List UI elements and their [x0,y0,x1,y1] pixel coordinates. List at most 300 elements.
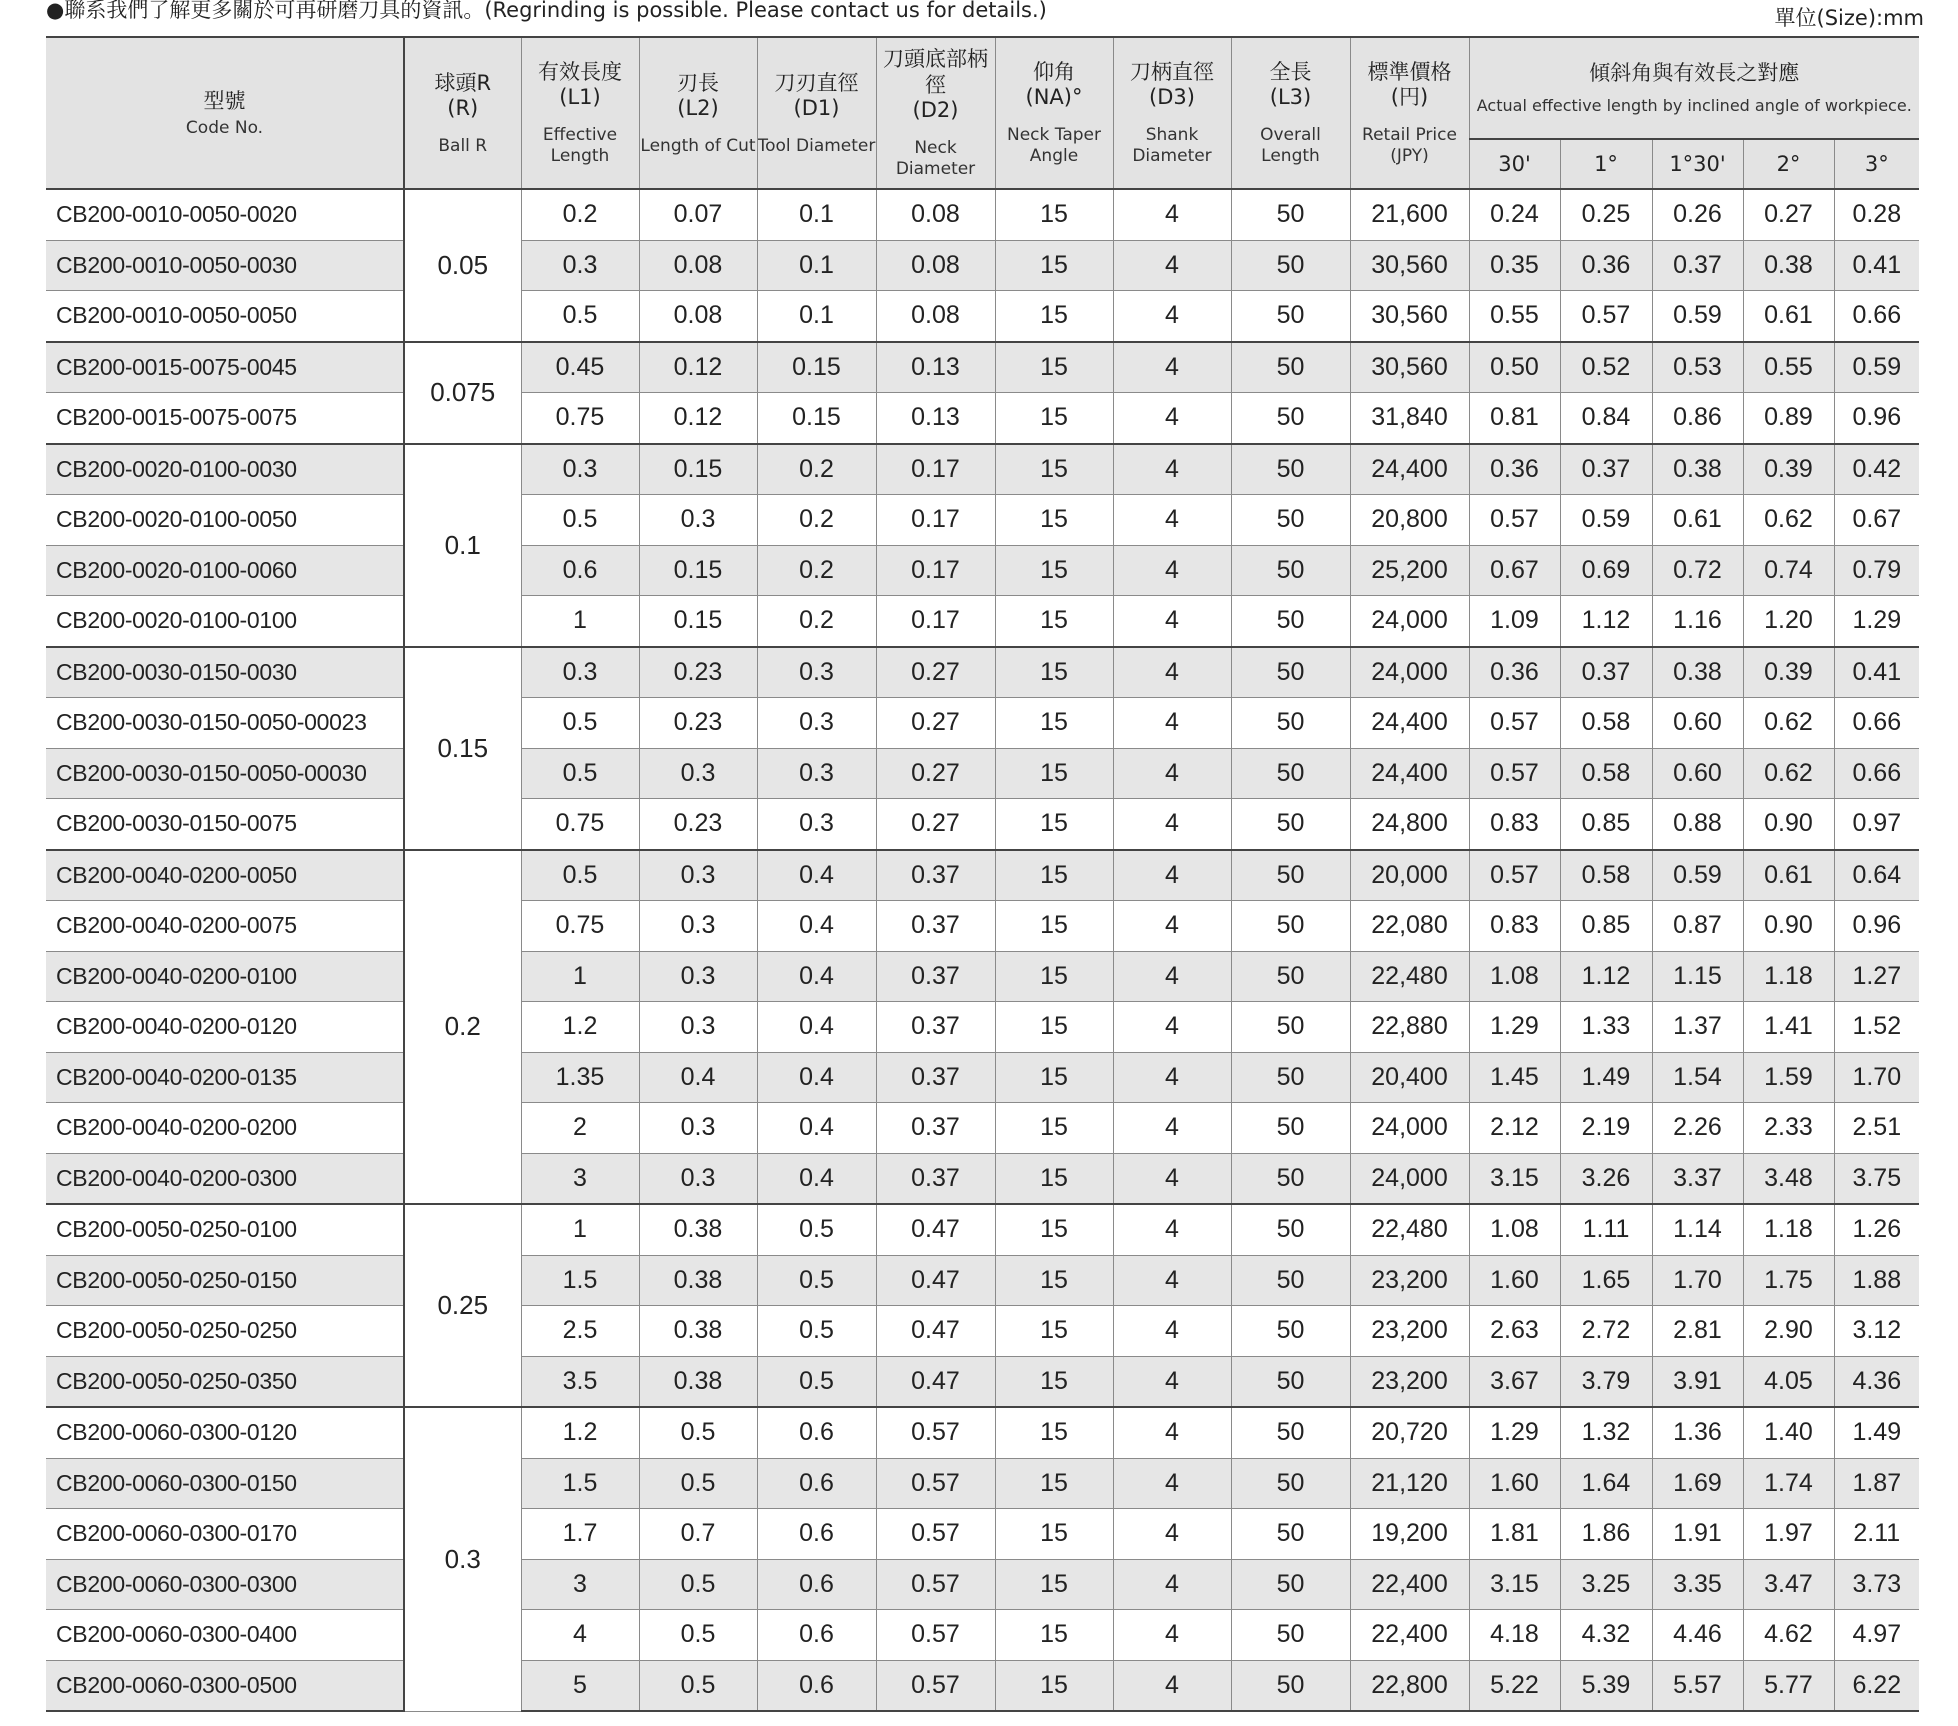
inclined-length-cell: 3.37 [1652,1153,1743,1204]
length-of-cut-cell: 0.38 [639,1356,757,1407]
inclined-length-cell: 0.53 [1652,342,1743,393]
col-header-en: Ball R [438,135,488,156]
inclined-length-cell: 0.36 [1560,240,1652,291]
inclined-length-cell: 0.37 [1560,444,1652,495]
overall-length-cell: 50 [1231,1153,1350,1204]
code-cell: CB200-0060-0300-0170 [46,1509,404,1560]
inclined-length-cell: 0.58 [1560,698,1652,749]
retail-price-cell: 24,400 [1350,748,1469,799]
inclined-length-cell: 0.57 [1469,850,1560,901]
shank-diameter-cell: 4 [1113,1204,1231,1255]
col-header-angle-1deg: 1° [1560,139,1652,189]
neck-diameter-cell: 0.57 [876,1610,995,1661]
col-header-zh: 刀刃直徑 [774,70,859,95]
table-row [46,1356,1919,1407]
inclined-length-cell: 1.29 [1834,596,1919,647]
inclined-length-cell: 0.36 [1469,444,1560,495]
shank-diameter-cell: 4 [1113,1559,1231,1610]
inclined-length-cell: 1.16 [1652,596,1743,647]
neck-diameter-cell: 0.13 [876,342,995,393]
inclined-length-cell: 5.57 [1652,1660,1743,1711]
neck-diameter-cell: 0.27 [876,647,995,698]
code-cell: CB200-0040-0200-0135 [46,1052,404,1103]
ball-r-cell: 0.15 [404,647,521,850]
header-row-top [46,37,1919,139]
tool-diameter-cell: 0.3 [757,698,876,749]
shank-diameter-cell: 4 [1113,1103,1231,1154]
retail-price-cell: 22,800 [1350,1660,1469,1711]
overall-length-cell: 50 [1231,189,1350,240]
table-row [46,1458,1919,1509]
tool-diameter-cell: 0.2 [757,495,876,546]
code-cell: CB200-0060-0300-0120 [46,1407,404,1458]
neck-diameter-cell: 0.27 [876,748,995,799]
effective-length-cell: 0.45 [521,342,639,393]
col-header-zh: 標準價格 [1367,60,1452,84]
ball-r-cell: 0.075 [404,342,521,444]
inclined-length-cell: 1.49 [1834,1407,1919,1458]
inclined-length-cell: 4.05 [1743,1356,1834,1407]
col-header-sub: (L3) [1269,85,1312,109]
inclined-length-cell: 1.74 [1743,1458,1834,1509]
inclined-length-cell: 3.91 [1652,1356,1743,1407]
overall-length-cell: 50 [1231,444,1350,495]
inclined-length-cell: 1.49 [1560,1052,1652,1103]
neck-taper-angle-cell: 15 [995,850,1113,901]
effective-length-cell: 0.5 [521,495,639,546]
inclined-length-cell: 0.57 [1469,495,1560,546]
inclined-length-cell: 0.83 [1469,901,1560,952]
neck-taper-angle-cell: 15 [995,1559,1113,1610]
table-row [46,647,1919,698]
inclined-length-cell: 3.79 [1560,1356,1652,1407]
tool-diameter-cell: 0.4 [757,1002,876,1053]
retail-price-cell: 22,400 [1350,1610,1469,1661]
length-of-cut-cell: 0.08 [639,291,757,342]
overall-length-cell: 50 [1231,240,1350,291]
col-header-shank-diameter [1113,37,1231,189]
length-of-cut-cell: 0.15 [639,545,757,596]
retail-price-cell: 23,200 [1350,1306,1469,1357]
code-cell: CB200-0010-0050-0050 [46,291,404,342]
inclined-length-cell: 0.85 [1560,799,1652,850]
inclined-length-cell: 1.52 [1834,1002,1919,1053]
table-row [46,1306,1919,1357]
length-of-cut-cell: 0.3 [639,1002,757,1053]
shank-diameter-cell: 4 [1113,1306,1231,1357]
inclined-length-cell: 1.59 [1743,1052,1834,1103]
inclined-length-cell: 2.90 [1743,1306,1834,1357]
effective-length-cell: 1 [521,596,639,647]
effective-length-cell: 5 [521,1660,639,1711]
code-cell: CB200-0040-0200-0075 [46,901,404,952]
table-row [46,444,1919,495]
neck-diameter-cell: 0.47 [876,1204,995,1255]
inclined-length-cell: 0.28 [1834,189,1919,240]
neck-taper-angle-cell: 15 [995,1204,1113,1255]
inclined-length-cell: 0.88 [1652,799,1743,850]
neck-taper-angle-cell: 15 [995,495,1113,546]
table-row [46,1660,1919,1711]
overall-length-cell: 50 [1231,545,1350,596]
neck-diameter-cell: 0.57 [876,1559,995,1610]
tool-diameter-cell: 0.6 [757,1610,876,1661]
inclined-length-cell: 1.20 [1743,596,1834,647]
overall-length-cell: 50 [1231,1306,1350,1357]
inclined-length-cell: 1.88 [1834,1255,1919,1306]
inclined-length-cell: 1.32 [1560,1407,1652,1458]
neck-taper-angle-cell: 15 [995,1153,1113,1204]
retail-price-cell: 20,000 [1350,850,1469,901]
inclined-length-cell: 0.35 [1469,240,1560,291]
inclined-length-cell: 0.57 [1560,291,1652,342]
table-row [46,1153,1919,1204]
inclined-length-cell: 1.12 [1560,951,1652,1002]
col-header-zh: 刀柄直徑 [1130,60,1214,84]
length-of-cut-cell: 0.4 [639,1052,757,1103]
inclined-length-cell: 0.66 [1834,748,1919,799]
overall-length-cell: 50 [1231,291,1350,342]
table-row [46,1509,1919,1560]
neck-taper-angle-cell: 15 [995,393,1113,444]
table-row [46,291,1919,342]
unit-label: 單位(Size):mm [1774,6,1924,30]
inclined-length-cell: 4.62 [1743,1610,1834,1661]
inclined-length-cell: 2.11 [1834,1509,1919,1560]
neck-diameter-cell: 0.17 [876,495,995,546]
inclined-length-cell: 2.26 [1652,1103,1743,1154]
table-row [46,748,1919,799]
overall-length-cell: 50 [1231,850,1350,901]
col-header-code-en: Code No. [185,117,264,138]
col-header-ball-r [404,37,521,189]
tool-diameter-cell: 0.5 [757,1204,876,1255]
neck-diameter-cell: 0.37 [876,850,995,901]
code-cell: CB200-0010-0050-0030 [46,240,404,291]
inclined-length-cell: 0.86 [1652,393,1743,444]
tool-diameter-cell: 0.1 [757,189,876,240]
code-cell: CB200-0040-0200-0120 [46,1002,404,1053]
length-of-cut-cell: 0.38 [639,1306,757,1357]
length-of-cut-cell: 0.3 [639,951,757,1002]
neck-diameter-cell: 0.57 [876,1509,995,1560]
table-row [46,1559,1919,1610]
neck-diameter-cell: 0.13 [876,393,995,444]
overall-length-cell: 50 [1231,1660,1350,1711]
shank-diameter-cell: 4 [1113,850,1231,901]
neck-diameter-cell: 0.27 [876,698,995,749]
table-row [46,1407,1919,1458]
col-header-en: Tool Diameter [757,135,876,156]
code-cell: CB200-0060-0300-0500 [46,1660,404,1711]
inclined-length-cell: 0.85 [1560,901,1652,952]
inclined-length-cell: 1.08 [1469,951,1560,1002]
tool-diameter-cell: 0.15 [757,342,876,393]
neck-taper-angle-cell: 15 [995,951,1113,1002]
neck-diameter-cell: 0.47 [876,1356,995,1407]
effective-length-cell: 0.2 [521,189,639,240]
col-header-overall-length [1231,37,1350,189]
retail-price-cell: 20,720 [1350,1407,1469,1458]
retail-price-cell: 24,000 [1350,596,1469,647]
table-row [46,189,1919,240]
neck-diameter-cell: 0.17 [876,596,995,647]
length-of-cut-cell: 0.3 [639,1103,757,1154]
length-of-cut-cell: 0.15 [639,596,757,647]
effective-length-cell: 0.3 [521,240,639,291]
table-row [46,850,1919,901]
inclined-length-cell: 0.66 [1834,698,1919,749]
inclined-length-cell: 0.97 [1834,799,1919,850]
shank-diameter-cell: 4 [1113,901,1231,952]
length-of-cut-cell: 0.23 [639,647,757,698]
inclined-length-cell: 0.59 [1834,342,1919,393]
code-cell: CB200-0060-0300-0400 [46,1610,404,1661]
inclined-length-cell: 1.15 [1652,951,1743,1002]
table-row [46,698,1919,749]
effective-length-cell: 1.5 [521,1255,639,1306]
tool-diameter-cell: 0.6 [757,1660,876,1711]
inclined-length-cell: 0.57 [1469,748,1560,799]
shank-diameter-cell: 4 [1113,698,1231,749]
tool-diameter-cell: 0.3 [757,748,876,799]
length-of-cut-cell: 0.7 [639,1509,757,1560]
neck-taper-angle-cell: 15 [995,647,1113,698]
inclined-length-cell: 1.27 [1834,951,1919,1002]
neck-taper-angle-cell: 15 [995,189,1113,240]
inclined-length-cell: 0.69 [1560,545,1652,596]
table-row [46,240,1919,291]
retail-price-cell: 22,480 [1350,1204,1469,1255]
effective-length-cell: 0.75 [521,799,639,850]
tool-diameter-cell: 0.1 [757,240,876,291]
retail-price-cell: 24,000 [1350,1153,1469,1204]
inclined-length-cell: 4.46 [1652,1610,1743,1661]
retail-price-cell: 30,560 [1350,240,1469,291]
code-cell: CB200-0040-0200-0050 [46,850,404,901]
ball-r-cell: 0.05 [404,189,521,342]
shank-diameter-cell: 4 [1113,1356,1231,1407]
inclined-length-cell: 1.29 [1469,1407,1560,1458]
neck-taper-angle-cell: 15 [995,291,1113,342]
inclined-length-cell: 0.55 [1469,291,1560,342]
inclined-length-cell: 1.09 [1469,596,1560,647]
neck-diameter-cell: 0.37 [876,951,995,1002]
ball-r-cell: 0.3 [404,1407,521,1711]
length-of-cut-cell: 0.3 [639,748,757,799]
table-row [46,1052,1919,1103]
shank-diameter-cell: 4 [1113,951,1231,1002]
inclined-length-cell: 1.12 [1560,596,1652,647]
inclined-length-cell: 0.60 [1652,698,1743,749]
tool-diameter-cell: 0.2 [757,444,876,495]
inclined-length-cell: 1.64 [1560,1458,1652,1509]
tool-diameter-cell: 0.4 [757,850,876,901]
table-row [46,951,1919,1002]
inclined-length-cell: 0.27 [1743,189,1834,240]
neck-taper-angle-cell: 15 [995,342,1113,393]
effective-length-cell: 0.5 [521,698,639,749]
inclined-length-cell: 0.59 [1652,291,1743,342]
table-row [46,1204,1919,1255]
inclined-length-cell: 0.62 [1743,698,1834,749]
retail-price-cell: 24,400 [1350,444,1469,495]
inclined-length-cell: 4.36 [1834,1356,1919,1407]
inclined-length-cell: 3.75 [1834,1153,1919,1204]
overall-length-cell: 50 [1231,596,1350,647]
inclined-length-cell: 0.74 [1743,545,1834,596]
table-row [46,799,1919,850]
shank-diameter-cell: 4 [1113,1660,1231,1711]
shank-diameter-cell: 4 [1113,291,1231,342]
inclined-length-cell: 0.87 [1652,901,1743,952]
length-of-cut-cell: 0.5 [639,1407,757,1458]
length-of-cut-cell: 0.12 [639,393,757,444]
col-header-angle-1deg30min: 1°30' [1652,139,1743,189]
effective-length-cell: 0.75 [521,393,639,444]
overall-length-cell: 50 [1231,1559,1350,1610]
col-header-en: Neck Taper Angle [1007,125,1101,166]
inclined-length-cell: 0.96 [1834,393,1919,444]
inclined-length-cell: 1.69 [1652,1458,1743,1509]
inclined-length-cell: 0.59 [1560,495,1652,546]
inclined-length-cell: 4.18 [1469,1610,1560,1661]
code-cell: CB200-0060-0300-0150 [46,1458,404,1509]
inclined-length-cell: 3.25 [1560,1559,1652,1610]
table-row [46,1103,1919,1154]
inclined-length-cell: 1.70 [1652,1255,1743,1306]
inclined-length-cell: 4.97 [1834,1610,1919,1661]
spec-table [46,36,1919,1712]
effective-length-cell: 2 [521,1103,639,1154]
inclined-length-cell: 0.60 [1652,748,1743,799]
code-cell: CB200-0030-0150-0075 [46,799,404,850]
effective-length-cell: 3 [521,1153,639,1204]
inclined-length-cell: 2.51 [1834,1103,1919,1154]
neck-taper-angle-cell: 15 [995,240,1113,291]
tool-diameter-cell: 0.15 [757,393,876,444]
inclined-length-cell: 0.36 [1469,647,1560,698]
inclined-length-cell: 0.61 [1743,291,1834,342]
overall-length-cell: 50 [1231,1407,1350,1458]
retail-price-cell: 21,120 [1350,1458,1469,1509]
neck-taper-angle-cell: 15 [995,1306,1113,1357]
tool-diameter-cell: 0.4 [757,1103,876,1154]
col-header-en: Neck Diameter [895,138,976,179]
effective-length-cell: 4 [521,1610,639,1661]
col-header-en: Retail Price (JPY) [1362,125,1457,166]
inclined-length-cell: 2.33 [1743,1103,1834,1154]
neck-diameter-cell: 0.47 [876,1255,995,1306]
retail-price-cell: 24,400 [1350,698,1469,749]
inclined-length-cell: 0.81 [1469,393,1560,444]
inclined-length-cell: 0.39 [1743,444,1834,495]
length-of-cut-cell: 0.5 [639,1610,757,1661]
inclined-length-cell: 0.39 [1743,647,1834,698]
neck-diameter-cell: 0.37 [876,1153,995,1204]
shank-diameter-cell: 4 [1113,1052,1231,1103]
effective-length-cell: 1.5 [521,1458,639,1509]
code-cell: CB200-0040-0200-0100 [46,951,404,1002]
overall-length-cell: 50 [1231,748,1350,799]
code-cell: CB200-0030-0150-0030 [46,647,404,698]
neck-diameter-cell: 0.08 [876,189,995,240]
retail-price-cell: 30,560 [1350,342,1469,393]
inclined-length-cell: 3.15 [1469,1153,1560,1204]
overall-length-cell: 50 [1231,1052,1350,1103]
neck-diameter-cell: 0.37 [876,1052,995,1103]
inclined-length-cell: 1.29 [1469,1002,1560,1053]
code-cell: CB200-0050-0250-0100 [46,1204,404,1255]
effective-length-cell: 2.5 [521,1306,639,1357]
code-cell: CB200-0010-0050-0020 [46,189,404,240]
tool-diameter-cell: 0.3 [757,799,876,850]
inclined-length-cell: 1.08 [1469,1204,1560,1255]
retail-price-cell: 19,200 [1350,1509,1469,1560]
code-cell: CB200-0020-0100-0050 [46,495,404,546]
inclined-length-cell: 2.81 [1652,1306,1743,1357]
inclined-length-cell: 0.24 [1469,189,1560,240]
overall-length-cell: 50 [1231,1610,1350,1661]
effective-length-cell: 1 [521,951,639,1002]
neck-diameter-cell: 0.57 [876,1407,995,1458]
length-of-cut-cell: 0.3 [639,850,757,901]
neck-diameter-cell: 0.57 [876,1660,995,1711]
neck-taper-angle-cell: 15 [995,1660,1113,1711]
effective-length-cell: 0.75 [521,901,639,952]
inclined-length-cell: 1.37 [1652,1002,1743,1053]
inclined-length-cell: 1.45 [1469,1052,1560,1103]
inclined-title-en: Actual effective length by inclined angle of workpiece. [1476,96,1912,115]
tool-diameter-cell: 0.2 [757,545,876,596]
col-header-sub: (R) [447,95,479,120]
neck-taper-angle-cell: 15 [995,1002,1113,1053]
inclined-length-cell: 0.41 [1834,240,1919,291]
shank-diameter-cell: 4 [1113,1255,1231,1306]
retail-price-cell: 22,480 [1350,951,1469,1002]
overall-length-cell: 50 [1231,495,1350,546]
inclined-length-cell: 1.70 [1834,1052,1919,1103]
inclined-length-cell: 0.90 [1743,901,1834,952]
tool-diameter-cell: 0.4 [757,1052,876,1103]
inclined-length-cell: 1.11 [1560,1204,1652,1255]
inclined-length-cell: 0.42 [1834,444,1919,495]
col-header-code-zh: 型號 [203,88,246,113]
code-cell: CB200-0050-0250-0250 [46,1306,404,1357]
inclined-length-cell: 5.39 [1560,1660,1652,1711]
overall-length-cell: 50 [1231,1204,1350,1255]
inclined-length-cell: 0.61 [1743,850,1834,901]
inclined-length-cell: 1.26 [1834,1204,1919,1255]
table-row [46,393,1919,444]
inclined-length-cell: 0.55 [1743,342,1834,393]
tool-diameter-cell: 0.5 [757,1255,876,1306]
shank-diameter-cell: 4 [1113,444,1231,495]
effective-length-cell: 1.2 [521,1002,639,1053]
inclined-title-zh: 傾斜角與有效長之對應 [1589,61,1800,85]
code-cell: CB200-0020-0100-0100 [46,596,404,647]
effective-length-cell: 0.3 [521,444,639,495]
retail-price-cell: 25,200 [1350,545,1469,596]
tool-diameter-cell: 0.3 [757,647,876,698]
length-of-cut-cell: 0.3 [639,901,757,952]
inclined-length-cell: 0.66 [1834,291,1919,342]
shank-diameter-cell: 4 [1113,342,1231,393]
inclined-length-cell: 5.77 [1743,1660,1834,1711]
table-row [46,342,1919,393]
code-cell: CB200-0030-0150-0050-00023 [46,698,404,749]
retail-price-cell: 20,400 [1350,1052,1469,1103]
